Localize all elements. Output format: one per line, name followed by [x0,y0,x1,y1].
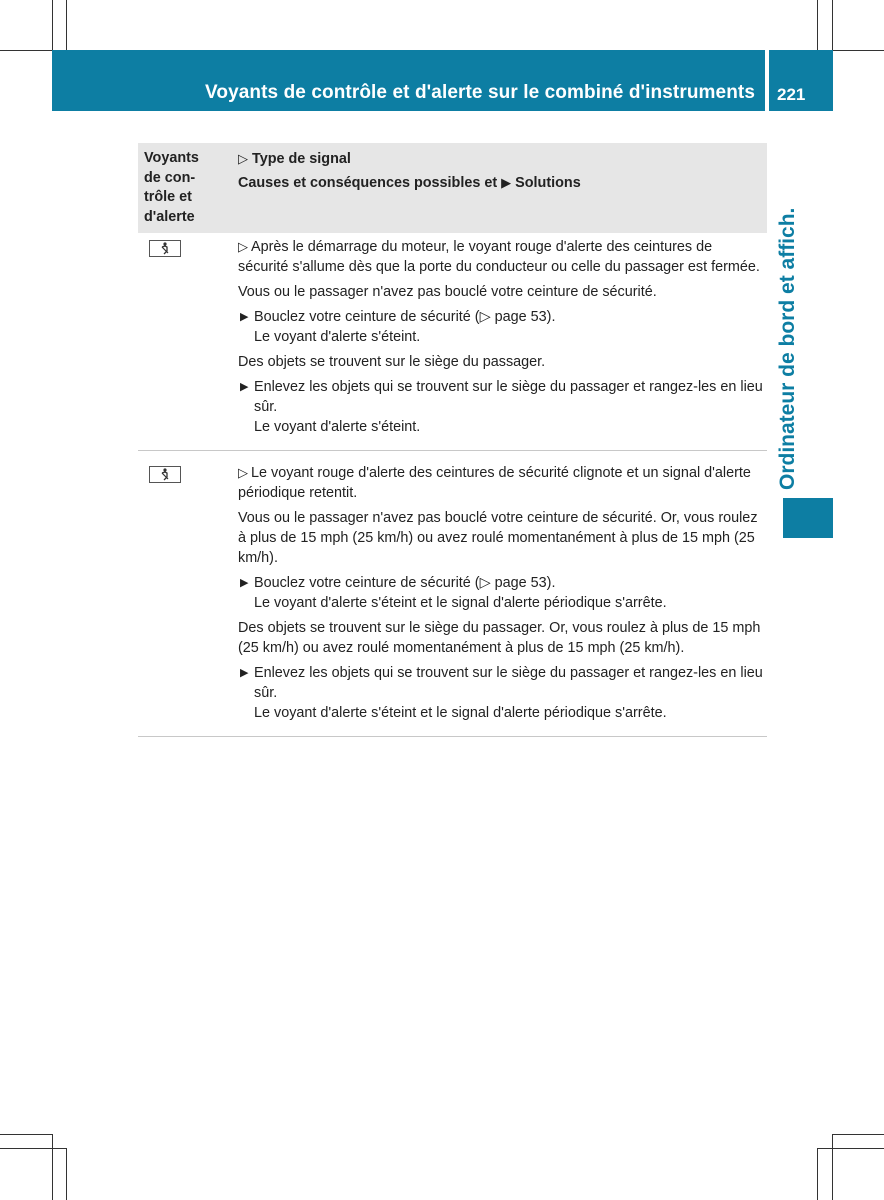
crop-mark [52,1134,53,1200]
page-ref-icon: ▷ [479,309,495,325]
signal-triangle-icon: ▷ [238,239,248,254]
page-title: Voyants de contrôle et d'alerte sur le combiné d'instruments [205,82,755,103]
crop-mark [0,50,52,51]
table-row: ▷ Le voyant rouge d'alerte des ceintures de sécurité clignote et un signal d'alerte périodique retentit. Vous ou le passager n'avez pas bouclé votre ceinture de sécurité. Or, vous roulez à plus de 15 mph (25 km/h) ou avez roulé momentanément à plus de 15 mph (25 km/h). ▶ Bouclez votre ceinture de sécurité (▷ page 53). Le voyant d'alerte s'éteint et le signal d'alerte périodique s'arrête. Des objets se trouvent sur le siège du passager. Or, vous roulez à plus de 15 mph (25 km/h) ou avez roulé momentanément à plus de 15 mph (25 km/h). ▶ Enlevez les objets qui se trouvent sur le siège du passager et rangez-les en lieu sûr. Le voyant d'alerte s'éteint et le signal d'alerte périodique s'arrête. [138,451,767,737]
crop-mark [832,0,833,50]
crop-mark [817,1148,884,1149]
page-ref-link[interactable]: page 53). [494,309,556,325]
seatbelt-icon [149,466,181,483]
action-arrow-icon: ▶ [240,381,249,393]
section-tab-marker [783,498,833,538]
warning-lamps-table [138,143,767,737]
table-row: ▷ Après le démarrage du moteur, le voyant rouge d'alerte des ceintures de sécurité s'allume dès que la porte du conducteur ou celle du passager est fermée. Vous ou le passager n'avez pas bouclé votre ceinture de sécurité. ▶ Bouclez votre ceinture de sécurité (▷ page 53). Le voyant d'alerte s'éteint. Des objets se trouvent sur le siège du passager. ▶ Enlevez les objets qui se trouvent sur le siège du passager et rangez-les en lieu sûr. Le voyant d'alerte s'éteint. [138,233,767,451]
crop-mark [0,1148,66,1149]
page-header [52,50,765,111]
action-arrow-icon: ▶ [240,311,249,323]
crop-mark [52,0,53,50]
crop-mark [66,0,67,50]
action-item: ▶ Enlevez les objets qui se trouvent sur le siège du passager et rangez-les en lieu sûr. Le voyant d'alerte s'éteint. [240,379,763,435]
crop-mark [832,1134,884,1135]
crop-mark [66,1148,67,1200]
action-arrow-icon: ▶ [240,577,249,589]
seatbelt-icon [149,240,181,257]
header-col-lamps: Voyants de con- trôle et d'alerte [144,150,199,225]
page-number: 221 [777,85,806,104]
page-number-box [769,50,833,111]
action-item: ▶ Enlevez les objets qui se trouvent sur le siège du passager et rangez-les en lieu sûr. Le voyant d'alerte s'éteint et le signal d'alerte périodique s'arrête. [240,665,763,721]
page-ref-icon: ▷ [479,575,495,591]
action-item: ▶ Bouclez votre ceinture de sécurité (▷ page 53). Le voyant d'alerte s'éteint et le signal d'alerte périodique s'arrête. [240,575,667,611]
page-ref-link[interactable]: page 53). [494,575,556,591]
action-item: ▶ Bouclez votre ceinture de sécurité (▷ page 53). Le voyant d'alerte s'éteint. [240,309,556,345]
crop-mark [817,0,818,50]
table-header [138,143,767,233]
signal-triangle-icon: ▷ [238,465,248,480]
signal-triangle-icon: ▷ [238,151,248,166]
crop-mark [833,50,884,51]
action-arrow-icon: ▶ [240,667,249,679]
section-tab-label: Ordinateur de bord et affich. [776,207,799,490]
crop-mark [0,1134,52,1135]
action-arrow-icon: ▶ [501,175,512,190]
crop-mark [832,1134,833,1200]
header-col-signal: ▷ Type de signal Causes et conséquences possibles et ▶ Solutions [238,151,581,191]
crop-mark [817,1148,818,1200]
